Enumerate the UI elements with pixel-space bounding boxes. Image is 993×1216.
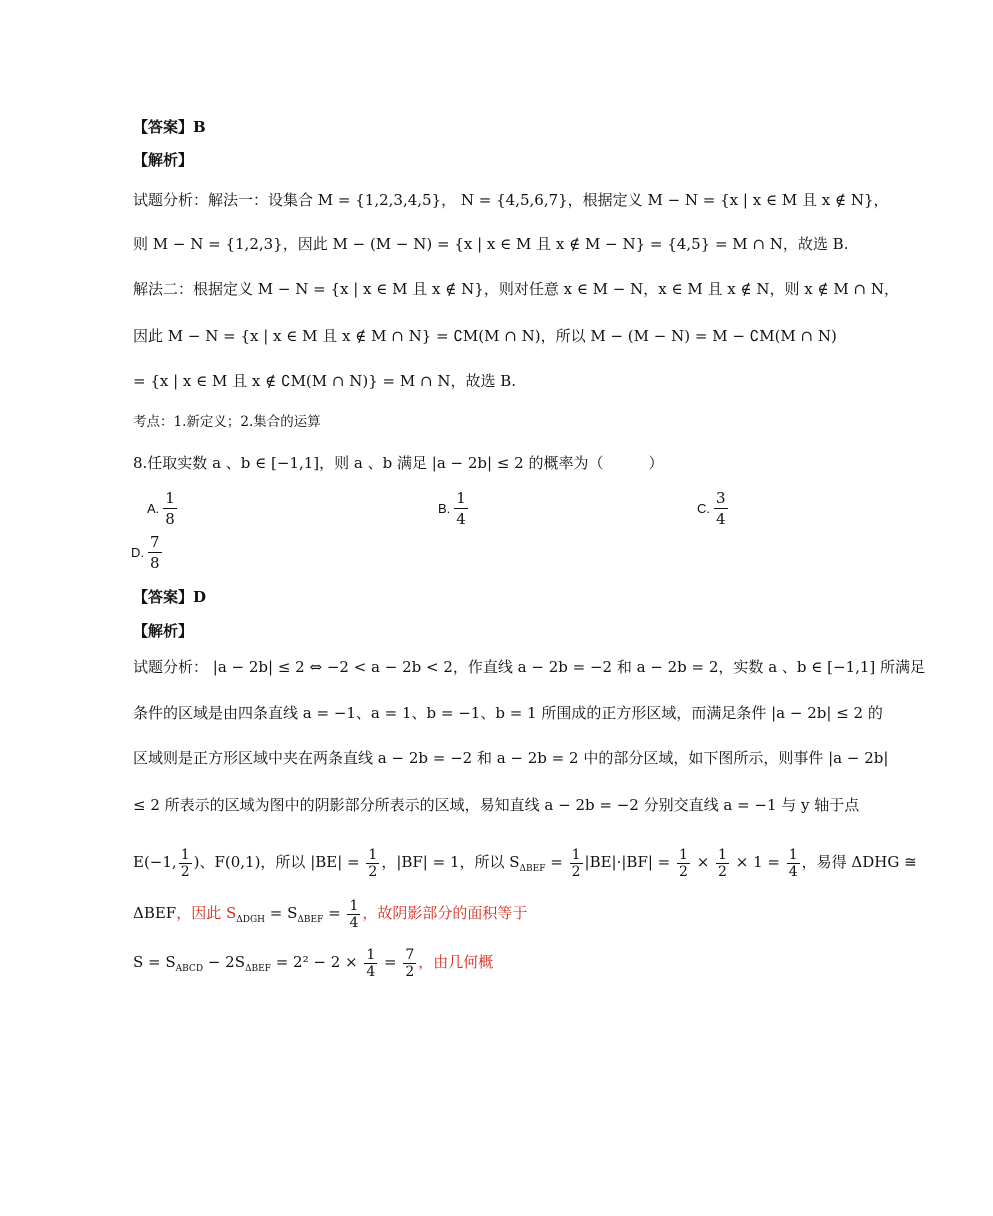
option-b-fraction bbox=[454, 488, 468, 529]
option-a-denominator: 8 bbox=[165, 510, 175, 528]
fraction-numerator: 1 bbox=[718, 846, 727, 863]
option-d-label: D. bbox=[131, 545, 144, 560]
product-text: |BE|·|BF| = bbox=[584, 853, 676, 871]
fraction-one-half-d bbox=[677, 847, 690, 880]
option-d-numerator: 7 bbox=[150, 533, 160, 551]
question-8: 8.任取实数 a 、b ∈ [−1,1]，则 a 、b 满足 |a − 2b| ≤ 2 的概率为（ ） bbox=[133, 454, 664, 472]
fraction-denominator: 2 bbox=[405, 963, 415, 980]
fraction-numerator: 1 bbox=[366, 946, 376, 963]
subscript-dgh: ΔDGH bbox=[236, 915, 266, 925]
fraction-one-quarter-a bbox=[787, 847, 800, 880]
fraction-numerator: 1 bbox=[571, 846, 581, 863]
fraction-numerator: 7 bbox=[405, 946, 415, 963]
option-b-numerator: 1 bbox=[456, 489, 466, 507]
point-e-text: E(−1, bbox=[133, 853, 177, 871]
option-a-fraction bbox=[163, 488, 177, 529]
fraction-one-half-e bbox=[716, 847, 729, 880]
solution-line-5: = {x | x ∈ M 且 x ∉ ∁M(M ∩ N)} = M ∩ N，故选 B. bbox=[133, 372, 517, 390]
congruent-text: ，易得 ΔDHG ≅ bbox=[801, 853, 917, 871]
analysis-heading-2: 【解析】 bbox=[133, 622, 194, 640]
point-f-text: )、F(0,1)，所以 |BE| = bbox=[193, 853, 365, 871]
option-b bbox=[438, 488, 470, 529]
fraction-numerator: 1 bbox=[788, 846, 798, 863]
option-c-denominator: 4 bbox=[716, 510, 726, 528]
equals-text: = bbox=[545, 853, 568, 871]
minus-2s-text: − 2S bbox=[203, 953, 245, 971]
area-calc-text: = 2² − 2 × bbox=[270, 953, 363, 971]
fraction-seven-halves bbox=[403, 947, 416, 980]
fraction-denominator: 4 bbox=[349, 914, 359, 931]
answer-heading-2: 【答案】D bbox=[133, 588, 207, 606]
fraction-numerator: 1 bbox=[180, 846, 190, 863]
geometric-probability-text: ，由几何概 bbox=[418, 953, 494, 971]
fraction-denominator: 2 bbox=[368, 863, 378, 880]
option-d-denominator: 8 bbox=[150, 554, 160, 572]
option-b-denominator: 4 bbox=[456, 510, 466, 528]
equals-text-2: = bbox=[323, 904, 346, 922]
analysis-line-2: 条件的区域是由四条直线 a = −1、a = 1、b = −1、b = 1 所围成的正方形区域，而满足条件 |a − 2b| ≤ 2 的 bbox=[133, 704, 883, 722]
option-a bbox=[147, 488, 179, 529]
fraction-numerator: 1 bbox=[349, 897, 359, 914]
fraction-one-quarter-b bbox=[347, 898, 360, 931]
option-a-label: A. bbox=[147, 501, 160, 516]
subscript-bef: ΔBEF bbox=[519, 864, 546, 874]
option-a-numerator: 1 bbox=[165, 489, 175, 507]
analysis-line-5 bbox=[133, 842, 993, 889]
triangle-bef-text: ΔBEF bbox=[133, 904, 177, 922]
analysis-line-6 bbox=[133, 893, 993, 940]
fraction-denominator: 2 bbox=[679, 863, 688, 880]
solution-line-1: 试题分析：解法一：设集合 M = {1,2,3,4,5}， N = {4,5,6,7}，根据定义 M − N = {x | x ∈ M 且 x ∉ N}， bbox=[133, 191, 889, 209]
option-c-label: C. bbox=[697, 501, 710, 516]
key-points: 考点：1.新定义；2.集合的运算 bbox=[133, 414, 321, 430]
equals-text-3: = bbox=[379, 953, 402, 971]
fraction-one-quarter-c bbox=[364, 947, 377, 980]
subscript-abcd: ABCD bbox=[175, 964, 204, 974]
solution-line-3: 解法二：根据定义 M − N = {x | x ∈ M 且 x ∉ N}，则对任意 x ∈ M − N，x ∈ M 且 x ∉ N，则 x ∉ M ∩ N， bbox=[133, 280, 899, 298]
analysis-line-1: 试题分析： |a − 2b| ≤ 2 ⇔ −2 < a − 2b < 2，作直线 a − 2b = −2 和 a − 2b = 2，实数 a 、b ∈ [−1,1] 所满足 bbox=[133, 658, 926, 676]
answer-heading-1: 【答案】B bbox=[133, 118, 206, 136]
analysis-line-4: ≤ 2 所表示的区域为图中的阴影部分所表示的区域，易知直线 a − 2b = −2 分别交直线 a = −1 与 y 轴于点 bbox=[133, 796, 860, 814]
fraction-numerator: 1 bbox=[368, 846, 378, 863]
fraction-numerator: 1 bbox=[679, 846, 688, 863]
fraction-one-half-c bbox=[570, 847, 583, 880]
fraction-denominator: 4 bbox=[366, 963, 376, 980]
therefore-text: ，因此 S bbox=[176, 904, 237, 922]
subscript-bef-3: ΔBEF bbox=[244, 964, 271, 974]
option-b-label: B. bbox=[438, 501, 451, 516]
subscript-bef-2: ΔBEF bbox=[297, 915, 324, 925]
option-d-fraction bbox=[148, 532, 162, 573]
fraction-denominator: 2 bbox=[571, 863, 581, 880]
analysis-line-3: 区域则是正方形区域中夹在两条直线 a − 2b = −2 和 a − 2b = 2 中的部分区域，如下图所示，则事件 |a − 2b| bbox=[133, 749, 889, 767]
s-equals-text: S = S bbox=[133, 953, 176, 971]
option-c-numerator: 3 bbox=[716, 489, 726, 507]
solution-line-2: 则 M − N = {1,2,3}，因此 M − (M − N) = {x | x ∈ M 且 x ∉ M − N} = {4,5} = M ∩ N，故选 B. bbox=[133, 235, 849, 253]
equals-s-text: = S bbox=[265, 904, 298, 922]
times-one-text: × 1 = bbox=[730, 853, 785, 871]
fraction-denominator: 4 bbox=[788, 863, 798, 880]
analysis-line-7 bbox=[133, 942, 993, 989]
solution-line-4: 因此 M − N = {x | x ∈ M 且 x ∉ M ∩ N} = ∁M(M ∩ N)，所以 M − (M − N) = M − ∁M(M ∩ N) bbox=[133, 327, 837, 345]
shaded-area-text: ，故阴影部分的面积等于 bbox=[362, 904, 528, 922]
option-d bbox=[131, 532, 164, 573]
analysis-heading-1: 【解析】 bbox=[133, 151, 194, 169]
times-text: × bbox=[691, 853, 715, 871]
fraction-one-half-b bbox=[366, 847, 379, 880]
option-c-fraction bbox=[714, 488, 728, 529]
fraction-one-half-a bbox=[179, 847, 192, 880]
option-c bbox=[697, 488, 730, 529]
fraction-denominator: 2 bbox=[718, 863, 727, 880]
fraction-denominator: 2 bbox=[180, 863, 190, 880]
bf-text: ，|BF| = 1，所以 S bbox=[381, 853, 520, 871]
